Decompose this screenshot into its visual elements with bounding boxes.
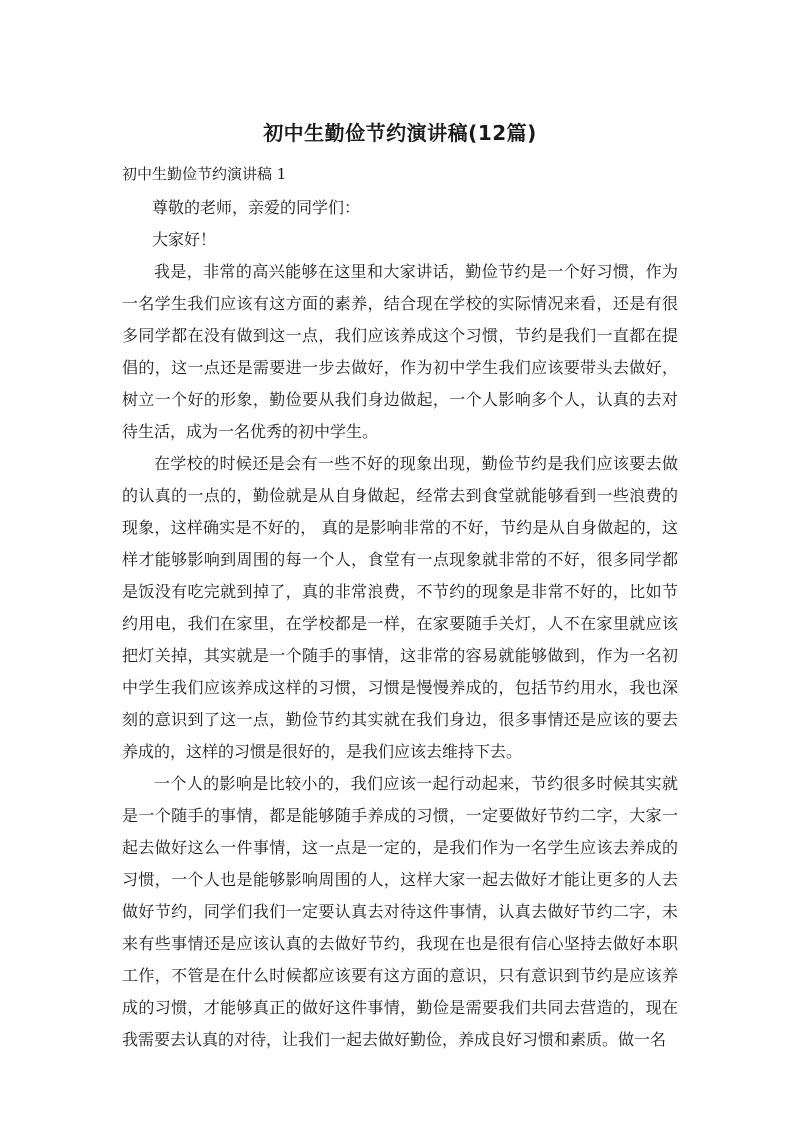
salutation-paragraph: 尊敬的老师，亲爱的同学们：: [152, 198, 361, 217]
body-paragraph: 在学校的时候还是会有一些不好的现象出现，勤俭节约是我们应该要去做的认真的一点的，勤俭就是从自身做起，经常去到食堂就能够看到一些浪费的现象，这样确实是不好的， 真的是影响非常的不好，节约是从自身做起的，这样才能够影响到周围的每一个人，食堂有一点现象就非常的不好，很多同学都是饭没有吃完就到掉了，真的非常浪费，不节约的现象是非常不好的，比如节约用电，我们在家里，在学校都是一样，在家要随手关灯，人不在家里就应该把灯关掉，其实就是一个随手的事情，这非常的容易就能够做到，作为一名初中学生我们应该养成这样的习惯，习惯是慢慢养成的，包括节约用水，我也深刻的意识到了这一点，勤俭节约其实就在我们身边，很多事情还是应该的要去养成的，这样的习惯是很好的，是我们应该去维持下去。: [122, 454, 678, 761]
document-body: [122, 192, 678, 1056]
body-paragraph: 一个人的影响是比较小的，我们应该一起行动起来，节约很多时候其实就是一个随手的事情，都是能够随手养成的习惯，一定要做好节约二字，大家一起去做好这么一件事情，这一点是一定的，是我们作为一名学生应该去养成的习惯，一个人也是能够影响周围的人，这样大家一起去做好才能让更多的人去做好节约，同学们我们一定要认真去对待这件事情，认真去做好节约二字，未来有些事情还是应该认真的去做好节约，我现在也是很有信心坚持去做好本职工作，不管是在什么时候都应该要有这方面的意识，只有意识到节约是应该养成的习惯，才能够真正的做好这件事情，勤俭是需要我们共同去营造的，现在我需要去认真的对待，让我们一起去做好勤俭，养成良好习惯和素质。做一名: [122, 774, 678, 1049]
section-heading: 初中生勤俭节约演讲稿 1: [122, 165, 287, 183]
document-title: 初中生勤俭节约演讲稿(12篇): [263, 121, 537, 145]
body-paragraph: 我是，非常的高兴能够在这里和大家讲话，勤俭节约是一个好习惯，作为一名学生我们应该有这方面的素养，结合现在学校的实际情况来看，还是有很多同学都在没有做到这一点，我们应该养成这个习惯，节约是我们一直都在提倡的，这一点还是需要进一步去做好，作为初中学生我们应该要带头去做好，树立一个好的形象，勤俭要从我们身边做起，一个人影响多个人，认真的去对待生活，成为一名优秀的初中学生。: [122, 262, 678, 441]
greeting-paragraph: 大家好！: [152, 230, 217, 249]
